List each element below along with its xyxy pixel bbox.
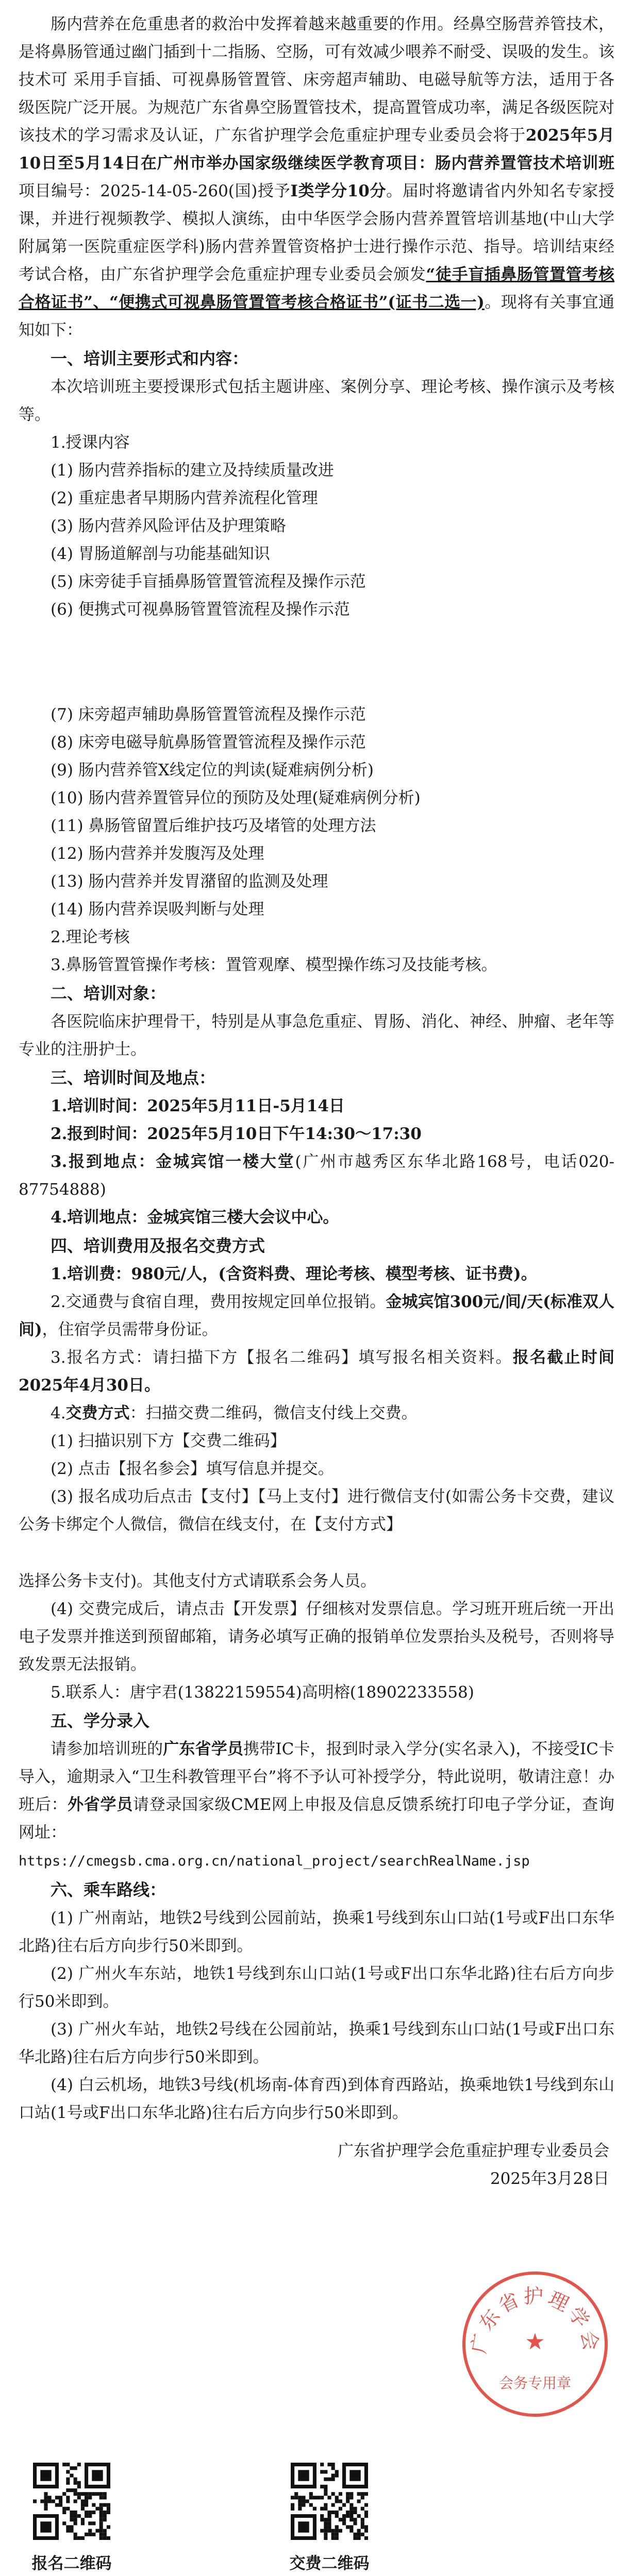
lodging-text (19, 1288, 614, 1344)
route-2: (2) 广州火车东站，地铁1号线到东山口站(1号或F出口东华北路)往右后方向步行50米即到。 (19, 1964, 614, 2011)
route-4: (4) 白云机场，地铁3号线(机场南-体育西)到体育西路站，换乘地铁1号线到东山口站(1号或F出口东华北路)往右后方向步行50米即到。 (19, 2076, 614, 2122)
course-item: (3) 肠内营养风险评估及护理策略 (51, 517, 286, 535)
payment-step-2: (2) 点击【报名参会】填写信息并提交。 (51, 1460, 334, 1478)
payment-num: 4. (51, 1404, 66, 1422)
course-item: (1) 肠内营养指标的建立及持续质量改进 (51, 461, 334, 480)
course-item: (11) 鼻肠管留置后维护技巧及堵管的处理方法 (51, 817, 376, 835)
section-1-sub2: 2.理论考核 (51, 928, 130, 946)
section-6-title: 六、乘车路线： (51, 1880, 166, 1900)
register-method-text: 3.报名方式：请扫描下方【报名二维码】填写报名相关资料。 (51, 1348, 513, 1367)
course-item: (5) 床旁徒手盲插鼻肠管置管流程及操作示范 (51, 572, 366, 591)
course-item: (2) 重症患者早期肠内营养流程化管理 (51, 489, 318, 507)
intro-text-2: 。届时将邀请省内外知名专家授课，并进行视频教学、模拟人演练，由中华医学会肠内营养置管培训基地(中山大学附属第一医院重症医学科)肠内营养置管资格护士进行操作示范、指导。培训结束经考试合格，由广东省护理学会危重症护理专业委员会颁发 (19, 182, 614, 284)
section-3-title: 三、培训时间及地点： (51, 1068, 216, 1088)
cme-url-link[interactable]: https://cmegsb.cma.org.cn/national_project/searchRealName.jsp (19, 1853, 530, 1869)
route-3: (3) 广州火车站，地铁2号线在公园前站，换乘1号线到东山口站(1号或F出口东华北路)往右后方向步行50米即到。 (19, 2020, 614, 2066)
intro-paragraph (19, 10, 614, 344)
course-item: (10) 肠内营养置管异位的预防及处理(疑难病例分析) (51, 789, 421, 807)
payment-method (19, 1399, 614, 1427)
course-list-a (19, 456, 614, 623)
section-2-text: 各医院临床护理骨干，特别是从事急危重症、胃肠、消化、神经、肿瘤、老年等专业的注册护士。 (19, 1012, 614, 1059)
section-1-title: 一、培训主要形式和内容： (51, 349, 249, 368)
lodging-text-a: 2.交通费与食宿自理，费用按规定回单位报销。 (51, 1293, 386, 1311)
payment-step-4: (4) 交费完成后，请点击【开发票】仔细核对发票信息。学习班开班后统一开出电子发票并推送到预留邮箱，请务必填写正确的报销单位发票抬头及税号，否则将导致发票无法报销。 (19, 1600, 614, 1674)
blank-gap (19, 2127, 614, 2137)
svg-text:会务专用章: 会务专用章 (498, 2375, 572, 2392)
lodging-text-b: ，住宿学员需带身份证。 (42, 1320, 218, 1339)
course-item: (8) 床旁电磁导航鼻肠管置管流程及操作示范 (51, 733, 366, 752)
course-item: (9) 肠内营养管X线定位的判读(疑难病例分析) (51, 761, 374, 779)
credit-text-b: 携带IC卡，报到时录入学分(实名录入)，不接受IC卡导入，逾期录入“卫生科教管理平台”将不予认可补授学分，特此说明，敬请注意！办班后： (19, 1740, 615, 1814)
credit-text-a: 请参加培训班的 (51, 1740, 163, 1758)
blank-gap (19, 1538, 614, 1567)
course-title: 2025年5月10日至5月14日在广州市举办国家级继续医学教育项目：肠内营养置管技术培训班 (19, 126, 614, 173)
report-place-name: 3.报到地点：金城宾馆一楼大堂 (51, 1153, 295, 1171)
other-students: 外省学员 (68, 1795, 133, 1814)
blank-gap (19, 623, 614, 701)
section-5-title: 五、学分录入 (51, 1711, 150, 1731)
course-item: (12) 肠内营养并发腹泻及处理 (51, 844, 264, 863)
intro-text-3: 。现将有关事宜通知如下： (19, 293, 615, 340)
pay-qr-block (286, 2463, 373, 2573)
contact-text: 5.联系人：唐宇君(13822159554)高明榕(18902233558) (51, 1683, 474, 1702)
credit-text-c: 请登录国家级CME网上申报及信息反馈系统打印电子学分证，查询网址： (19, 1795, 614, 1842)
intro-text: 肠内营养在危重患者的救治中发挥着越来越重要的作用。经鼻空肠营养管技术，是将鼻肠管通过幽门插到十二指肠、空肠，可有效减少喂养不耐受、误吸的发生。该技术可 采用手盲插、可视鼻肠管置管、床旁超声辅助、电磁导航等方法，适用于各级医院广泛开展。为规范广东省鼻空肠置管技术，提高置管成功率，满足各级医院对该技术的学习需求及认证，广东省护理学会危重症护理专业委员会将于 (19, 15, 614, 145)
register-deadline: 报名截止时间2025年4月30日。 (19, 1348, 615, 1395)
svg-text:广东省护理学会: 广东省护理学会 (467, 2285, 603, 2355)
register-qr-code[interactable] (33, 2463, 110, 2540)
report-place-address: (广州市越秀区东华北路168号，电话020-87754888) (19, 1153, 614, 1199)
course-list-b (19, 701, 614, 923)
course-item: (14) 肠内营养误吸判断与处理 (51, 900, 264, 919)
section-1-lead: 本次培训班主要授课形式包括主题讲座、案例分享、理论考核、操作演示及考核等。 (19, 378, 614, 424)
notice-document (19, 10, 614, 2193)
course-item: (6) 便携式可视鼻肠管置管流程及操作示范 (51, 600, 350, 619)
fee-text: 1.培训费：980元/人，(含资料费、理论考核、模型考核、证书费)。 (51, 1265, 537, 1283)
signature-date: 2025年3月28日 (490, 2170, 609, 2188)
course-item: (4) 胃肠道解剖与功能基础知识 (51, 545, 270, 563)
pay-qr-label: 交费二维码 (289, 2554, 370, 2573)
hotel-price: 金城宾馆300元/间/天(标准双人间) (19, 1293, 614, 1339)
course-item: (13) 肠内营养并发胃潴留的监测及处理 (51, 872, 328, 891)
qr-code-row (19, 2463, 614, 2576)
section-2-title: 二、培训对象： (51, 984, 166, 1003)
payment-text: ：扫描交费二维码，微信支付线上交费。 (129, 1404, 418, 1422)
register-method (19, 1344, 614, 1399)
register-qr-label: 报名二维码 (31, 2554, 112, 2573)
section-1-sub3: 3.鼻肠管置管操作考核：置管观摩、模型操作练习及技能考核。 (51, 956, 497, 974)
report-time: 2.报到时间：2025年5月10日下午14:30～17:30 (51, 1125, 422, 1143)
register-qr-block (28, 2463, 115, 2573)
payment-step-1: (1) 扫描识别下方【交费二维码】 (51, 1432, 286, 1450)
credit-entry-text (19, 1735, 614, 1846)
pay-qr-code[interactable] (291, 2463, 368, 2540)
report-place (19, 1148, 614, 1204)
course-item: (7) 床旁超声辅助鼻肠管置管流程及操作示范 (51, 705, 366, 724)
project-number: 项目编号：2025-14-05-260(国)授予 (19, 182, 291, 200)
payment-step-3b: 选择公务卡支付)。其他支付方式请联系会务人员。 (19, 1572, 377, 1590)
route-1: (1) 广州南站，地铁2号线到公园前站，换乘1号线到东山口站(1号或F出口东华北路)往右后方向步行50米即到。 (19, 1909, 614, 1955)
credit-text: Ⅰ类学分10分 (290, 182, 387, 200)
training-place: 4.培训地点：金城宾馆三楼大会议中心。 (51, 1208, 339, 1227)
section-1-sub1: 1.授课内容 (51, 433, 130, 452)
svg-text:★: ★ (525, 2329, 545, 2355)
official-seal-icon (458, 2267, 612, 2421)
payment-step-3: (3) 报名成功后点击【支付】【马上支付】进行微信支付(如需公务卡交费，建议公务卡绑定个人微信，微信在线支付，在【支付方式】 (19, 1487, 614, 1534)
local-students: 广东省学员 (163, 1740, 244, 1758)
section-4-title: 四、培训费用及报名交费方式 (51, 1236, 265, 1256)
cme-url-line (19, 1846, 614, 1875)
signature-org: 广东省护理学会危重症护理专业委员会 (338, 2142, 609, 2160)
certificate-text: “徒手盲插鼻肠管置管考核合格证书”、“便携式可视鼻肠管置管考核合格证书”(证书二选一) (19, 265, 614, 312)
payment-label: 交费方式 (65, 1404, 130, 1422)
training-time: 1.培训时间：2025年5月11日-5月14日 (51, 1097, 345, 1115)
